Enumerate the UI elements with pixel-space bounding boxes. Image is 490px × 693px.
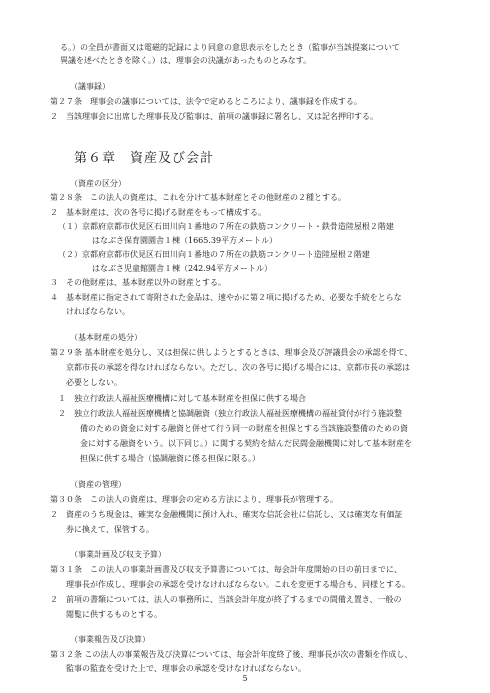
section-heading: （資産の管理） [70,480,126,489]
list-item: ２ 独立行政法人福祉医療機構と協調融資（独立行政法人福祉医療機構の福祉貸付が行う施設整 [58,409,402,418]
section-heading: （事業計画及び収支予算） [70,550,166,559]
article-text: 第２８条 この法人の資産は、これを分けて基本財産とその他財産の２種とする。 [50,193,346,202]
list-item: （２）京都府京都市伏見区石田川向１番地の７所在の鉄筋コンクリート造陸屋根２階建 [58,250,370,259]
article-text: 閲覧に供するものとする。 [66,610,162,619]
section-heading: （事業報告及び決算） [70,635,150,644]
article-text: 理事長が作成し、理事会の承認を受けなければならない。これを変更する場合も、同様とする。 [66,580,410,589]
list-item-continued: はなぶさ保育園園舎１棟（1665.39平方メートル） [92,236,278,245]
list-item-continued: 担保に供する場合（協調融資に係る担保に限る。） [80,454,260,463]
article-text: 京都市長の承認を得なければならない。ただし、次の各号に掲げる場合には、京都市長の承認は [66,363,410,372]
article-text: ２ 資産のうち現金は、確実な金融機関に預け入れ、確実な信託会社に信託し、又は確実な有価証 [50,510,403,519]
article-text: 第３２条 この法人の事業報告及び決算については、毎会計年度終了後、理事長が次の書類を作成し、 [50,650,413,659]
article-text: 第２９条 基本財産を処分し、又は担保に供しようとするときは、理事会及び評議員会の承認を得て、 [50,348,413,357]
article-text: 第３０条 この法人の資産は、理事会の定める方法により、理事長が管理する。 [50,495,338,504]
article-text: ２ 基本財産は、次の各号に掲げる財産をもって構成する。 [50,208,266,217]
section-heading: （議事録） [70,82,110,91]
list-item: （１）京都府京都市伏見区石田川向１番地の７所在の鉄筋コンクリート・鉄骨造陸屋根２階建 [58,222,394,231]
list-item-continued: 金に対する融資をいう。以下同じ。）に関する契約を結んだ民間金融機関に対して基本財産を [80,439,412,448]
article-text: ４ 基本財産に指定されて寄附された金品は、速やかに第２項に掲げるため、必要な手続をとらな [50,293,402,302]
list-item: １ 独立行政法人福祉医療機構に対して基本財産を担保に供する場合 [58,394,306,403]
article-text: ３ その他財産は、基本財産以外の財産とする。 [50,278,226,287]
section-heading: （資産の区分） [70,179,126,188]
article-text: 第２７条 理事会の議事については、法令で定めるところにより、議事録を作成する。 [50,97,362,106]
article-text: ければならない。 [66,307,130,316]
list-item-continued: はなぶさ児童館園舎１棟（242.94平方メートル） [92,264,272,273]
section-heading: （基本財産の処分） [70,333,142,342]
text-line: る。）の全員が書面又は電磁的記録により同意の意思表示をしたとき（監事が当該提案について [60,43,400,52]
article-text: 券に換えて、保管する。 [66,525,154,534]
article-text: 監事の監査を受けた上で、理事会の承認を受けなければならない。 [66,664,306,673]
article-text: 第３１条 この法人の事業計画書及び収支予算書については、毎会計年度開始の日の前日までに、 [50,565,402,574]
page-number: 5 [242,674,248,683]
chapter-title: 第６章 資産及び会計 [74,151,215,166]
article-text: 必要としない。 [66,378,122,387]
article-text: ２ 当該理事会に出席した理事長及び監事は、前項の議事録に署名し、又は記名押印する。 [50,112,378,121]
article-text: ２ 前項の書類については、法人の事務所に、当該会計年度が終了するまでの間備え置き、一般の [50,595,402,604]
text-line: 異議を述べたときを除く。）は、理事会の決議があったものとみなす。 [60,56,312,65]
list-item-continued: 備のための資金に対する融資と併せて行う同一の財産を担保とする当該施設整備のための資 [80,424,408,433]
